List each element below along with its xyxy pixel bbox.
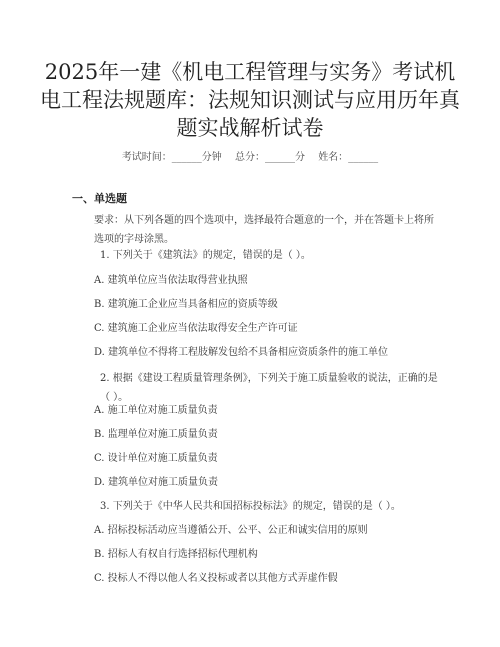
question-3-option-c: C. 投标人不得以他人名义投标或者以其他方式弄虚作假 bbox=[94, 573, 338, 584]
total-score-field: 总分：______分 bbox=[235, 152, 305, 163]
question-3-option-a: A. 招标投标活动应当遵循公开、公平、公正和诚实信用的原则 bbox=[94, 525, 368, 536]
question-1-stem: 1. 下列关于《建筑法》的规定，错误的是（ ）。 bbox=[100, 250, 311, 261]
question-1-option-b: B. 建筑施工企业应当具备相应的资质等级 bbox=[94, 299, 278, 310]
question-3-stem: 3. 下列关于《中华人民共和国招标投标法》的规定，错误的是（ ）。 bbox=[100, 501, 401, 512]
question-3-option-b: B. 招标人有权自行选择招标代理机构 bbox=[94, 549, 258, 560]
question-2-option-a: A. 施工单位对施工质量负责 bbox=[94, 405, 218, 416]
question-1-option-c: C. 建筑施工企业应当依法取得安全生产许可证 bbox=[94, 323, 298, 334]
question-2-option-c: C. 设计单位对施工质量负责 bbox=[94, 453, 218, 464]
question-2-option-d: D. 建筑单位对施工质量负责 bbox=[94, 477, 219, 488]
question-2-stem: 2. 根据《建设工程质量管理条例》，下列关于施工质量验收的说法，正确的是（ ）。 bbox=[100, 373, 438, 403]
name-field: 姓名：______ bbox=[318, 152, 379, 163]
question-2-option-b: B. 监理单位对施工质量负责 bbox=[94, 429, 218, 440]
question-1-option-a: A. 建筑单位应当依法取得营业执照 bbox=[94, 275, 248, 286]
instructions: 要求：从下列各题的四个选项中，选择最符合题意的一个，并在答题卡上将所选项的字母涂黑。 bbox=[94, 215, 434, 245]
exam-time-field: 考试时间：______分钟 bbox=[121, 152, 222, 163]
question-1-option-d: D. 建筑单位不得将工程肢解发包给不具备相应资质条件的施工单位 bbox=[94, 347, 389, 358]
exam-info-row bbox=[0, 148, 500, 163]
section-heading: 一、单选题 bbox=[72, 192, 127, 205]
page-title: 2025年一建《机电工程管理与实务》考试机电工程法规题库：法规知识测试与应用历年真题实战解析试卷 bbox=[40, 60, 460, 140]
